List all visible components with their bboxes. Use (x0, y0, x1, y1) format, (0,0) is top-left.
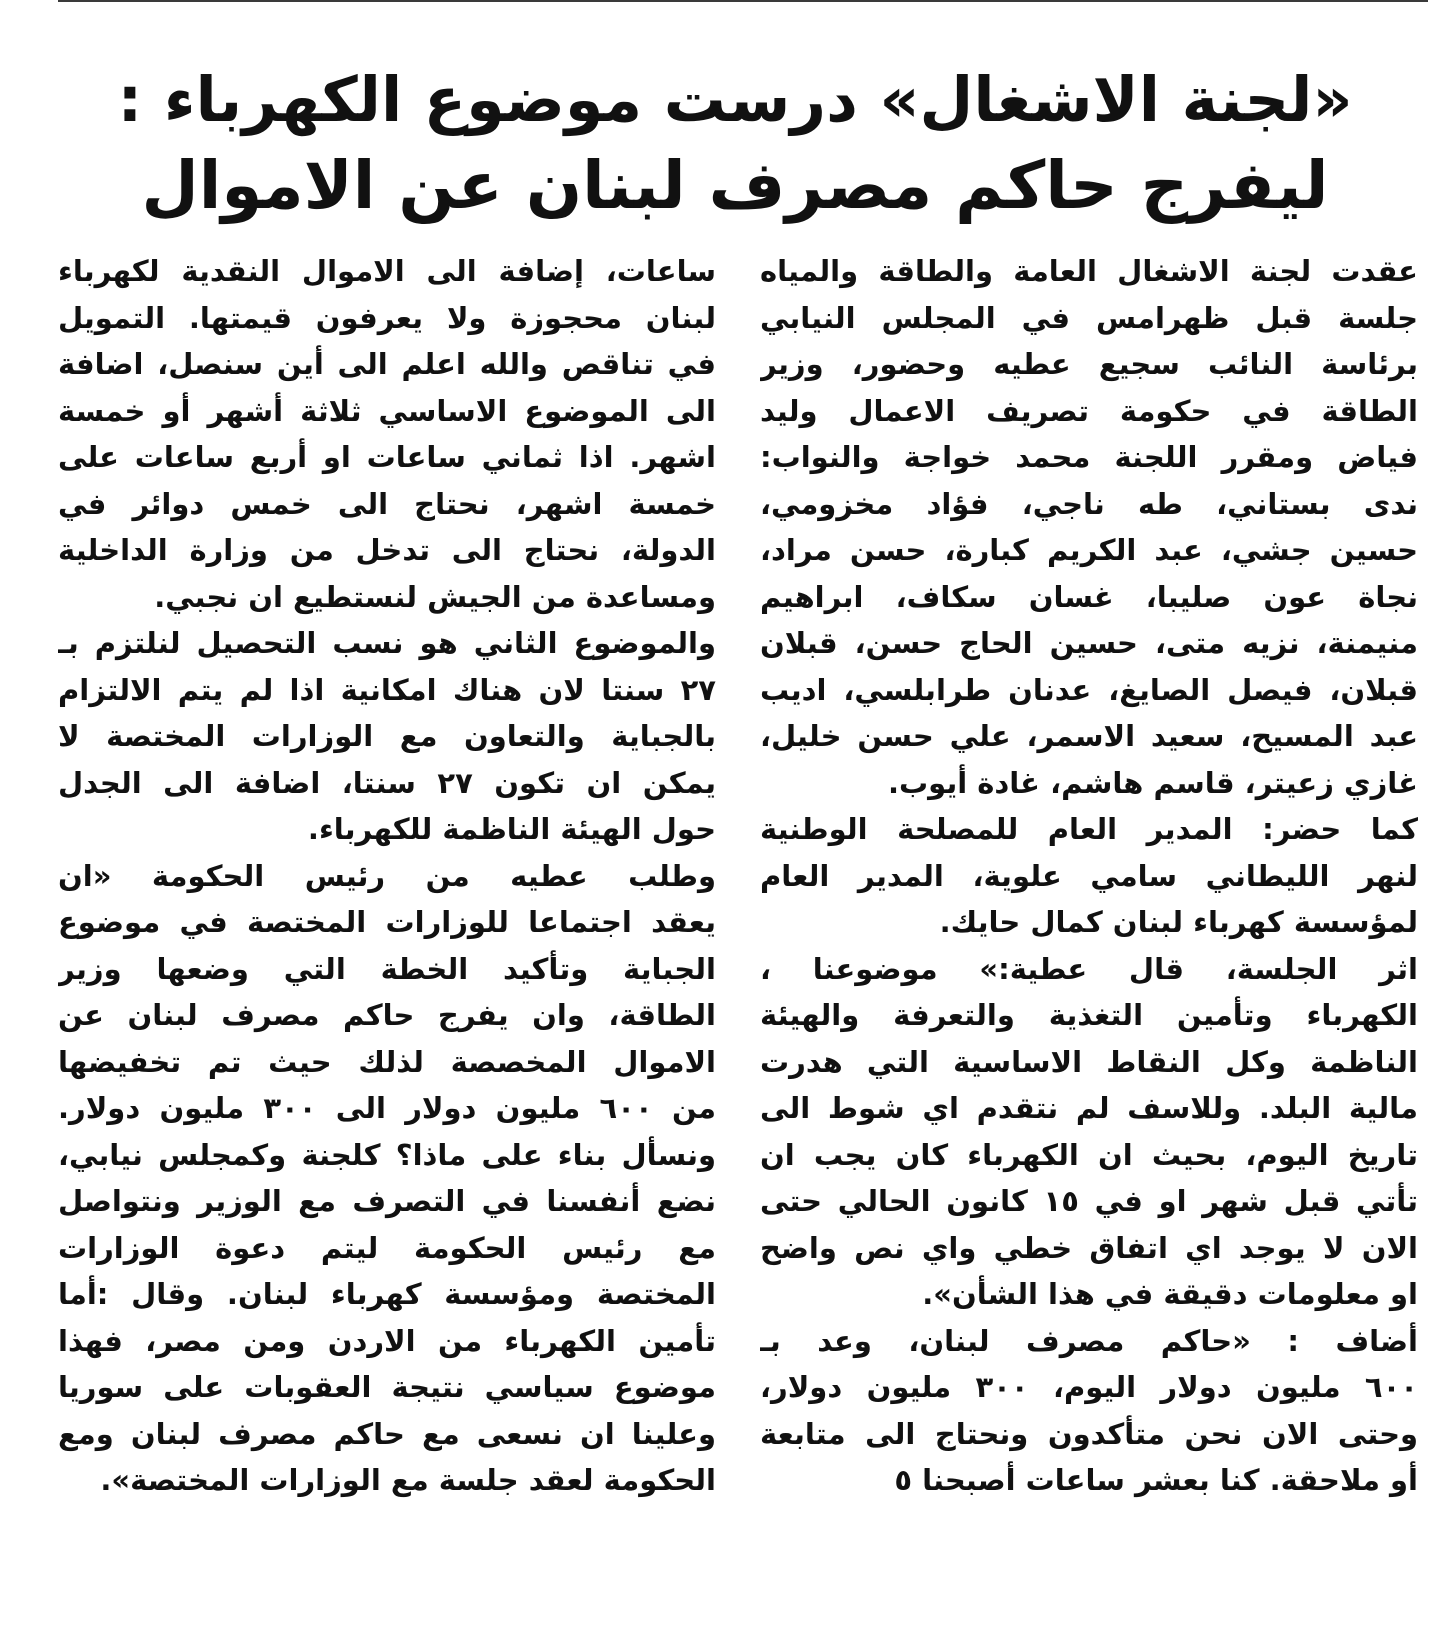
article-line: تأتي قبل شهر او في ١٥ كانون الحالي حتى (760, 1184, 1418, 1218)
article-line: كما حضر: المدير العام للمصلحة الوطنية (760, 812, 1418, 846)
article-line: اثر الجلسة، قال عطية:» موضوعنا ، (760, 951, 1418, 986)
article-line: الطاقة، وان يفرج حاكم مصرف لبنان عن (58, 998, 716, 1032)
article-line: غازي زعيتر، قاسم هاشم، غادة أيوب. (888, 765, 1418, 800)
article-line: عقدت لجنة الاشغال العامة والطاقة والمياه (760, 254, 1418, 288)
article-line: ٦٠٠ مليون دولار اليوم، ٣٠٠ مليون دولار، (760, 1370, 1418, 1404)
article-line: او معلومات دقيقة في هذا الشأن». (922, 1277, 1418, 1311)
article-line: حسين جشي، عبد الكريم كبارة، حسن مراد، (760, 533, 1418, 567)
article-line: لمؤسسة كهرباء لبنان كمال حايك. (939, 905, 1418, 939)
article-line: اشهر. اذا ثماني ساعات او أربع ساعات على (58, 440, 716, 474)
article-column-right (760, 248, 1418, 1504)
article-line: الطاقة في حكومة تصريف الاعمال وليد (760, 393, 1418, 428)
article-line: الان لا يوجد اي اتفاق خطي واي نص واضح (760, 1230, 1418, 1265)
article-line: حول الهيئة الناظمة للكهرباء. (307, 812, 716, 846)
article-line: مالية البلد. وللاسف لم نتقدم اي شوط الى (760, 1091, 1418, 1125)
article-line: أو ملاحقة. كنا بعشر ساعات أصبحنا ٥ (894, 1463, 1418, 1497)
article-line: ندى بستاني، طه ناجي، فؤاد مخزومي، (760, 486, 1418, 521)
article-line: يعقد اجتماعا للوزارات المختصة في موضوع (58, 905, 716, 939)
article-line: وعلينا ان نسعى مع حاكم مصرف لبنان ومع (58, 1416, 716, 1451)
article-line: الى الموضوع الاساسي ثلاثة أشهر أو خمسة (58, 393, 716, 428)
headline-line-2: ليفرج حاكم مصرف لبنان عن الاموال (141, 147, 1329, 224)
article-line: لنهر الليطاني سامي علوية، المدير العام (760, 858, 1418, 893)
article-line: ونسأل بناء على ماذا؟ كلجنة وكمجلس نيابي، (58, 1137, 716, 1172)
top-rule (58, 0, 1428, 2)
article-line: الدولة، نحتاج الى تدخل من وزارة الداخلية (58, 533, 716, 567)
article-line: يمكن ان تكون ٢٧ سنتا، اضافة الى الجدل (58, 765, 716, 800)
article-line: ومساعدة من الجيش لنستطيع ان نجبي. (154, 579, 716, 614)
article-line: قبلان، فيصل الصايغ، عدنان طرابلسي، اديب (760, 672, 1418, 707)
article-line: لبنان محجوزة ولا يعرفون قيمتها. التمويل (58, 300, 716, 335)
article-line: الكهرباء وتأمين التغذية والتعرفة والهيئة (760, 998, 1418, 1032)
article-line: وطلب عطيه من رئيس الحكومة «ان (58, 858, 716, 893)
article-line: برئاسة النائب سجيع عطيه وحضور، وزير (760, 347, 1418, 381)
article-line: في تناقص والله اعلم الى أين سنصل، اضافة (58, 347, 716, 381)
article-line: وحتى الان نحن متأكدون ونحتاج الى متابعة (760, 1416, 1418, 1451)
headline (60, 58, 1410, 230)
article-line: بالجباية والتعاون مع الوزارات المختصة لا (58, 719, 716, 753)
article-line: تأمين الكهرباء من الاردن ومن مصر، فهذا (58, 1323, 716, 1358)
article-line: منيمنة، نزيه متى، حسين الحاج حسن، قبلان (760, 626, 1418, 660)
article-line: فياض ومقرر اللجنة محمد خواجة والنواب: (760, 440, 1418, 474)
article-line: موضوع سياسي نتيجة العقوبات على سوريا (58, 1370, 716, 1404)
article-line: عبد المسيح، سعيد الاسمر، علي حسن خليل، (760, 719, 1418, 753)
article-column-left (58, 248, 716, 1504)
article-line: جلسة قبل ظهرامس في المجلس النيابي (760, 300, 1418, 335)
article-line: ٢٧ سنتا لان هناك امكانية اذا لم يتم الالتزام (58, 672, 716, 707)
article-line: تاريخ اليوم، بحيث ان الكهرباء كان يجب ان (760, 1137, 1418, 1172)
article-line: نضع أنفسنا في التصرف مع الوزير ونتواصل (58, 1184, 716, 1218)
article-line: الحكومة لعقد جلسة مع الوزارات المختصة». (100, 1463, 716, 1497)
article-line: من ٦٠٠ مليون دولار الى ٣٠٠ مليون دولار. (58, 1091, 716, 1125)
article-line: نجاة عون صليبا، غسان سكاف، ابراهيم (760, 579, 1418, 614)
article-line: الاموال المخصصة لذلك حيث تم تخفيضها (58, 1044, 716, 1079)
article-line: الجباية وتأكيد الخطة التي وضعها وزير (58, 951, 716, 986)
article-line: ساعات، إضافة الى الاموال النقدية لكهرباء (58, 254, 716, 288)
article-line: المختصة ومؤسسة كهرباء لبنان. وقال :أما (58, 1277, 716, 1311)
article-line: خمسة اشهر، نحتاج الى خمس دوائر في (58, 486, 716, 521)
article-line: الناظمة وكل النقاط الاساسية التي هدرت (760, 1044, 1418, 1079)
article-line: أضاف : «حاكم مصرف لبنان، وعد بـ (760, 1323, 1418, 1358)
article-line: والموضوع الثاني هو نسب التحصيل لنلتزم بـ (58, 626, 716, 660)
article-line: مع رئيس الحكومة ليتم دعوة الوزارات (58, 1230, 716, 1265)
headline-line-1: «لجنة الاشغال» درست موضوع الكهرباء : (117, 63, 1353, 136)
